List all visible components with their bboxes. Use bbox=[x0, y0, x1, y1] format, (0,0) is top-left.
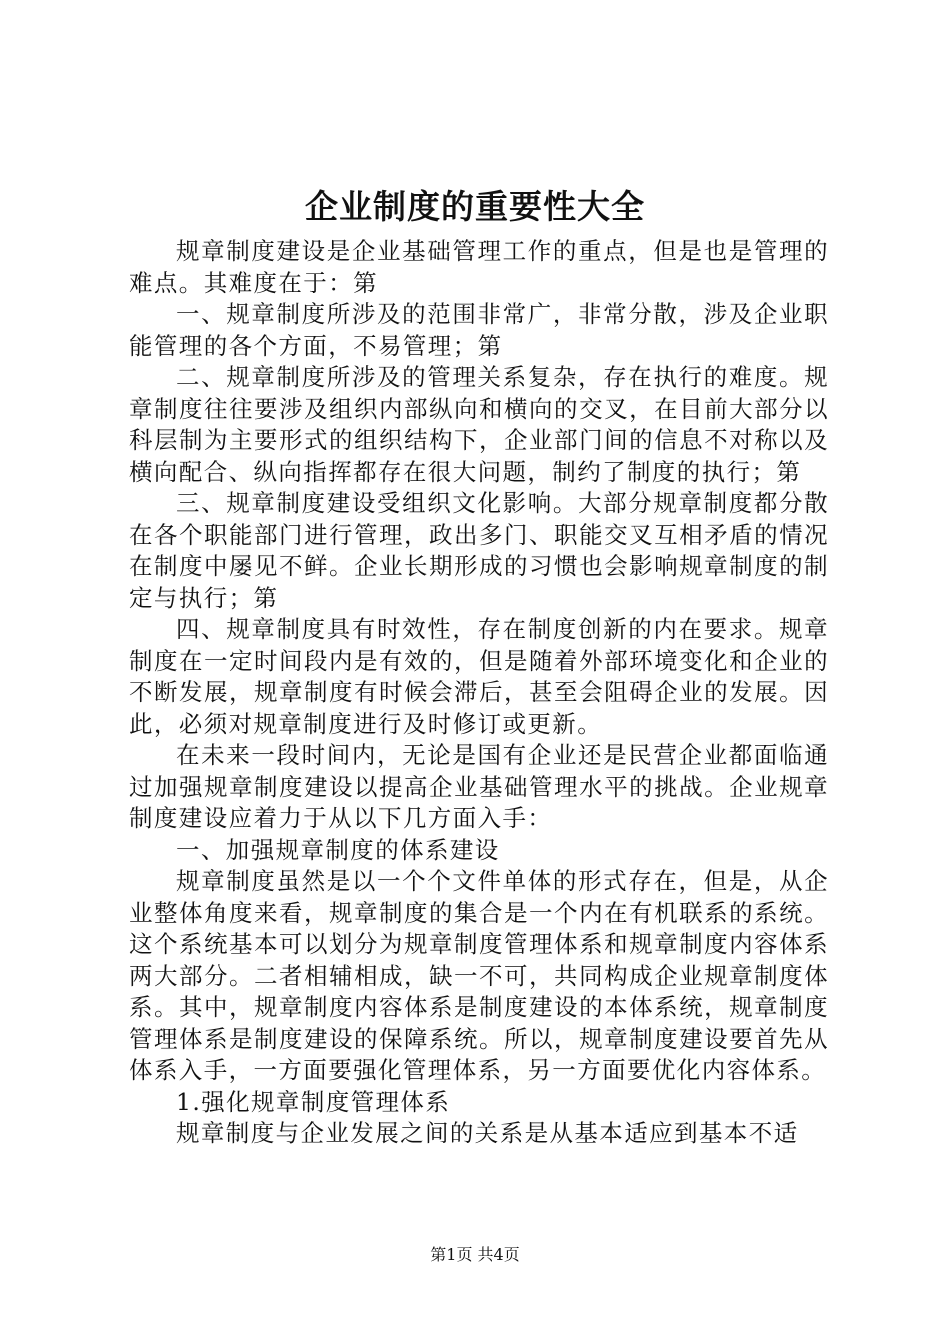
paragraph: 规章制度与企业发展之间的关系是从基本适应到基本不适 bbox=[176, 1119, 799, 1147]
subsection-heading: 1.强化规章制度管理体系 bbox=[176, 1087, 451, 1116]
paragraph: 在未来一段时间内，无论是国有企业还是民营企业都面临通过加强规章制度建设以提高企业基础管理水平的挑战。企业规章制度建设应着力于从以下几方面入手： bbox=[129, 741, 829, 832]
document-body bbox=[129, 236, 829, 1150]
document-title: 企业制度的重要性大全 bbox=[305, 187, 645, 226]
paragraph: 二、规章制度所涉及的管理关系复杂，存在执行的难度。规章制度往往要涉及组织内部纵向和横向的交叉，在目前大部分以科层制为主要形式的组织结构下，企业部门间的信息不对称以及横向配合、纵向指挥都存在很大问题，制约了制度的执行；第 bbox=[129, 363, 829, 486]
page-footer: 第1页 共4页 bbox=[430, 1245, 520, 1264]
section-heading: 一、加强规章制度的体系建设 bbox=[176, 835, 500, 864]
paragraph: 规章制度虽然是以一个个文件单体的形式存在，但是，从企业整体角度来看，规章制度的集合是一个内在有机联系的系统。这个系统基本可以划分为规章制度管理体系和规章制度内容体系两大部分。二者相辅相成，缺一不可，共同构成企业规章制度体系。其中，规章制度内容体系是制度建设的本体系统，规章制度管理体系是制度建设的保障系统。所以，规章制度建设要首先从体系入手，一方面要强化管理体系，另一方面要优化内容体系。 bbox=[129, 867, 829, 1084]
paragraph: 一、规章制度所涉及的范围非常广，非常分散，涉及企业职能管理的各个方面，不易管理；第 bbox=[129, 300, 829, 360]
paragraph: 规章制度建设是企业基础管理工作的重点，但是也是管理的难点。其难度在于：第 bbox=[129, 237, 829, 297]
paragraph: 三、规章制度建设受组织文化影响。大部分规章制度都分散在各个职能部门进行管理，政出多门、职能交叉互相矛盾的情况在制度中屡见不鲜。企业长期形成的习惯也会影响规章制度的制定与执行；第 bbox=[129, 489, 829, 612]
paragraph: 四、规章制度具有时效性，存在制度创新的内在要求。规章制度在一定时间段内是有效的，但是随着外部环境变化和企业的不断发展，规章制度有时候会滞后，甚至会阻碍企业的发展。因此，必须对规章制度进行及时修订或更新。 bbox=[129, 615, 829, 738]
